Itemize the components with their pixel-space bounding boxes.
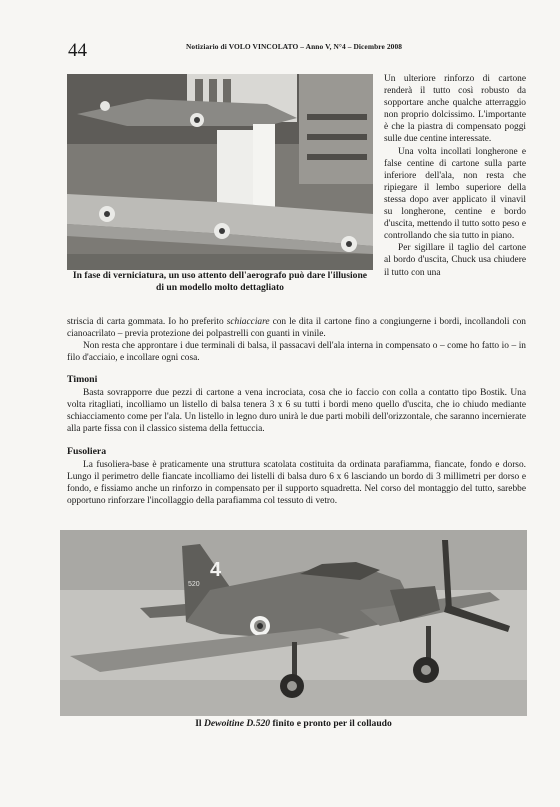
paragraph: La fusoliera-base è praticamente una struttura scatolata costituita da ordinata parafiamma, fiancate, fondo e dorso. Lungo il perimetro delle fiancate incolliamo dei listelli di balsa duro 6 x 6 lasciando un bordo di 3 millimetri per dorso e fondo, e fissiamo anche un rinforzo in compensato per il supporto squadretta. Nel corso del montaggio del tutto, sarebbe opportuno rinforzare l'incollaggio della parafiamma col tessuto di vetro. [67, 460, 526, 507]
paragraph: striscia di carta gommata. Io ho preferito schiacciare con le dita il cartone fino a congiungerne i bordi, incollandoli con cianoacrilato – previa protezione dei polpastrelli con guanti in vinile. [67, 317, 526, 340]
tail-number-text: 4 [210, 559, 222, 581]
tail-type-text: 520 [188, 581, 200, 588]
section-heading: Timoni [67, 374, 98, 385]
paragraph: Non resta che approntare i due terminali di balsa, il passacavi dell'ala interna in compensato o – come ho fatto io – in filo d'acciaio, e incollare ogni cosa. [67, 341, 526, 364]
continuation-text [67, 316, 526, 364]
paragraph: Un ulteriore rinforzo di cartone renderà il tutto così robusto da sopportare anche qualche atterraggio non proprio dolcissimo. L'importante è che la piastra di compensato poggi sulle due centine interessate. [384, 74, 526, 145]
section-heading: Fusoliera [67, 446, 107, 457]
figure-caption-aircraft: Il Dewoitine D.520 finito e pronto per il collaudo [195, 718, 392, 729]
running-header: Notiziario di VOLO VINCOLATO – Anno V, N°4 – Dicembre 2008 [186, 42, 403, 51]
section-fusoliera [67, 446, 526, 507]
paragraph: Basta sovrapporre due pezzi di cartone a vena incrociata, cosa che io faccio con colla a contatto tipo Bostik. Una volta ritagliati, incolliamo un listello di balsa tenera 3 x 6 su tutti i bordi meno quello d'uscita, che io chiudo mediante schiacciamento come per l'ala. Un listello in legno duro unirà le due parti mobili dell'orizzontale, che saranno incernierate alla parte fissa con il classico sistema della fettuccia. [67, 388, 526, 435]
section-timoni [67, 374, 526, 435]
right-column-text [384, 73, 526, 279]
photo-finished-aircraft [60, 530, 527, 716]
photo-painting-model [67, 74, 373, 270]
page-number: 44 [68, 40, 87, 61]
figure-caption-painting: In fase di verniciatura, un uso attento dell'aerografo può dare l'illusione di un modello molto dettagliato [72, 270, 368, 294]
paragraph: Per sigillare il taglio del cartone al bordo d'uscita, Chuck usa chiudere il tutto con una [384, 243, 526, 278]
paragraph: Una volta incollati longherone e false centine di cartone sulla parte inferiore dell'ala, non resta che ripiegare il lembo superiore della stessa dopo aver applicato il vinavil su longherone, centine e bordo d'uscita, mettendo il tutto sotto peso e controllando che sia tutto in piano. [384, 146, 526, 242]
